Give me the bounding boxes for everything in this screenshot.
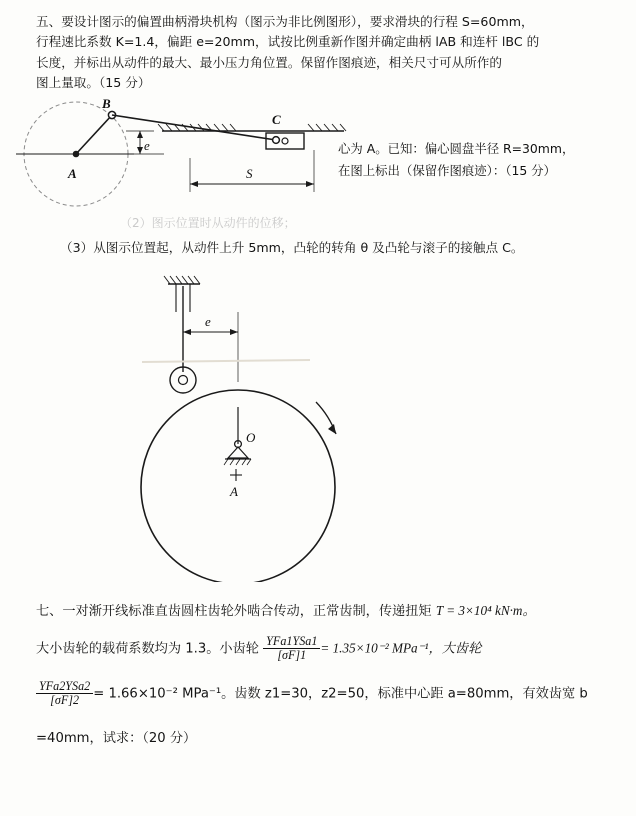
formula-large-gear <box>36 680 93 707</box>
link-bc <box>112 115 276 140</box>
support-hatching <box>164 276 200 284</box>
figure-1-side-text <box>338 138 628 181</box>
figure-cam-follower <box>120 272 520 582</box>
rail-hatching <box>158 124 346 131</box>
joint-c <box>273 137 280 144</box>
figure-cam-follower-svg <box>120 272 520 582</box>
label-a: A <box>68 166 77 181</box>
problem-7-line-2-text: 大小齿轮的载荷系数均为 1.3。小齿轮 <box>36 641 264 657</box>
problem-5-line-3: 长度，并标出从动件的最大、最小压力角位置。保留作图痕迹，相关尺寸可从所作的 <box>36 54 502 70</box>
formula-small-gear-num: YFa1YSa1 <box>263 635 320 649</box>
problem-6-item-3: （3）从图示位置起，从动件上升 5mm，凸轮的转角 θ 及凸轮与滚子的接触点 C。 <box>60 240 524 255</box>
problem-7-line-2-eq: = 1.35×10⁻² MPa⁻¹，大齿轮 <box>320 640 482 656</box>
problem-5-line-4: 图上量取。（15 分） <box>36 75 151 91</box>
figure-slider-crank <box>14 98 354 218</box>
side-text-line-2: 在图上标出（保留作图痕迹）：（15 分） <box>338 162 556 178</box>
formula-small-gear <box>263 635 320 662</box>
formula-large-gear-num: YFa2YSa2 <box>36 680 93 694</box>
problem-7-line-4: =40mm，试求：（20 分） <box>36 731 197 746</box>
problem-7-line-2 <box>36 635 608 662</box>
side-text-line-1: 心为 A。已知：偏心圆盘半径 R=30mm， <box>338 141 575 156</box>
roller-inner <box>179 376 188 385</box>
link-ab <box>76 115 112 154</box>
problem-7-line-1-text: 七、一对渐开线标准直齿圆柱齿轮外啮合传动，正常齿制，传递扭矩 <box>36 604 436 619</box>
dim-e-arrow-bottom <box>137 147 143 154</box>
scan-artifact-line <box>142 360 310 362</box>
pivot-base-hatching <box>224 459 251 465</box>
dim-e-arrow-top <box>137 131 143 138</box>
dim-e2-arrow-right <box>230 329 238 335</box>
problem-7-line-1 <box>36 600 608 622</box>
slider-pin <box>282 138 288 144</box>
problem-5-line-2: 行程速比系数 K=1.4，偏距 e=20mm，试按比例重新作图并确定曲柄 lAB 和连杆 lBC 的 <box>36 34 540 50</box>
problem-7-line-1-eq: T = 3×10⁴ kN·m。 <box>435 603 536 618</box>
dim-s-arrow-right <box>306 181 314 187</box>
faded-caption: （2）图示位置时从动件的位移； <box>120 216 296 230</box>
problem-5-line-1: 五、要设计图示的偏置曲柄滑块机构（图示为非比例图形），要求滑块的行程 S=60mm， <box>36 14 534 29</box>
formula-large-gear-den: [σF]2 <box>50 693 80 708</box>
problem-7-line-3 <box>36 680 608 707</box>
problem-5-text <box>36 12 602 94</box>
label-e: e <box>144 138 150 153</box>
label-c: C <box>272 112 281 127</box>
dim-e2-arrow-left <box>183 329 191 335</box>
label-e2: e <box>205 314 211 329</box>
problem-7-line-3-eq: = 1.66×10⁻² MPa⁻¹。齿数 z1=30，z2=50，标准中心距 a=80mm，有效齿宽 b <box>93 686 588 702</box>
figure-slider-crank-svg <box>14 98 354 218</box>
label-b: B <box>102 98 111 111</box>
label-a2: A <box>230 484 238 499</box>
dim-s-arrow-left <box>190 181 198 187</box>
label-s: S <box>246 166 253 181</box>
label-o: O <box>246 430 256 445</box>
pivot-triangle <box>228 447 248 458</box>
formula-small-gear-den: [σF]1 <box>277 648 307 663</box>
